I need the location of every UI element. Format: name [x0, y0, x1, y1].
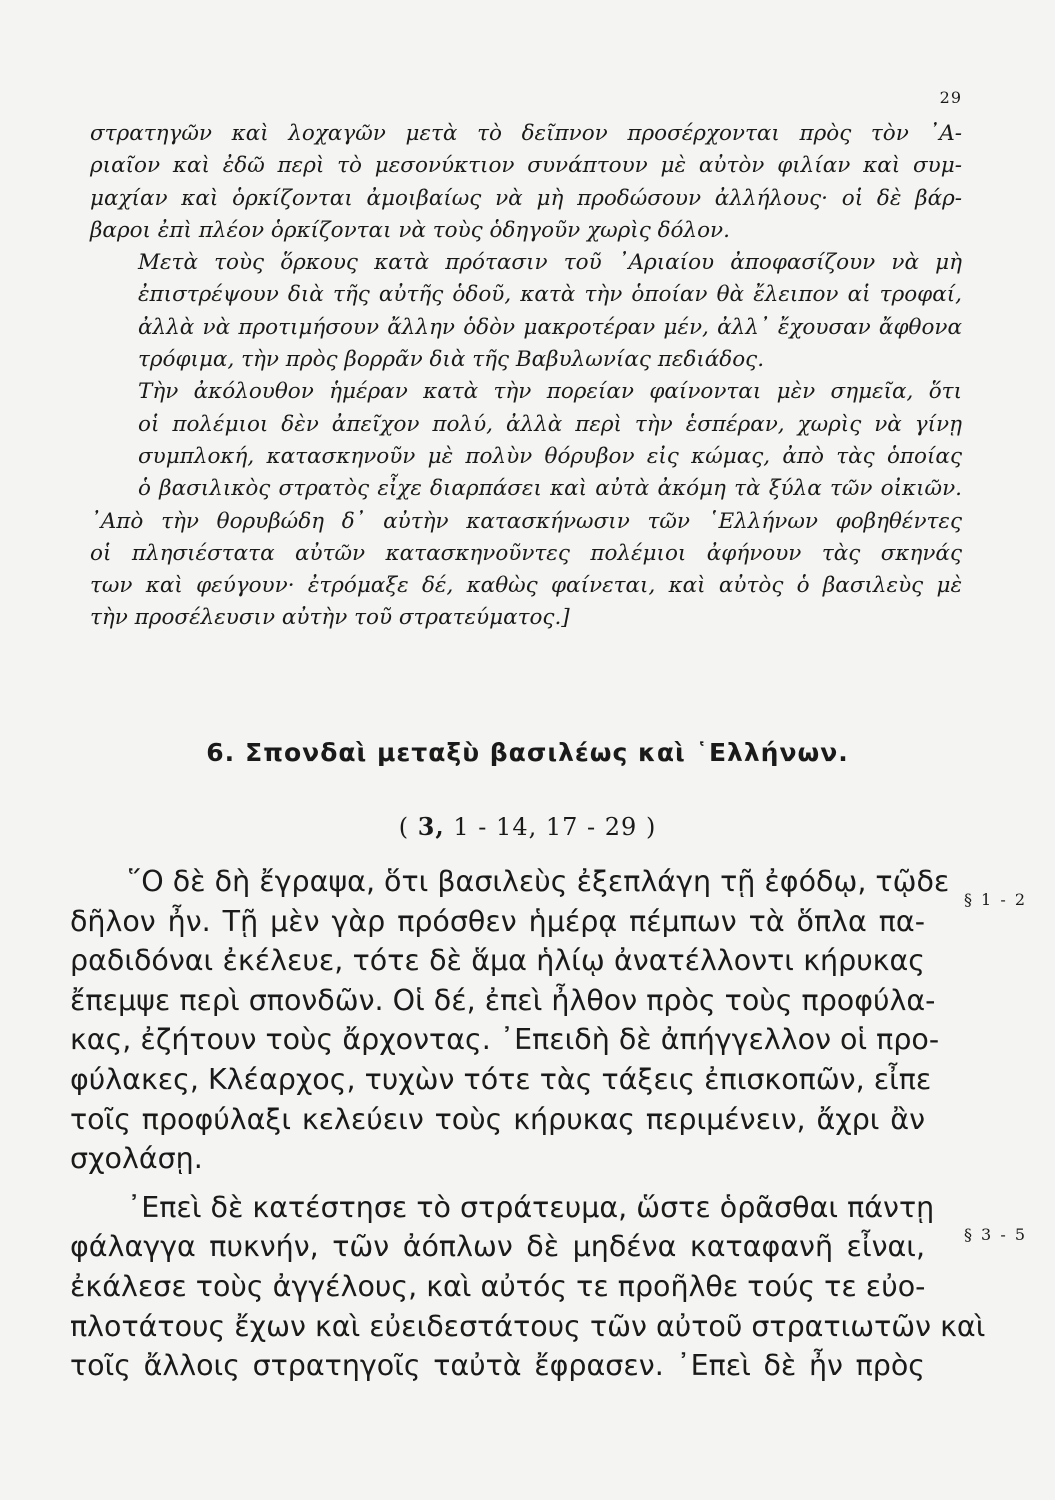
ref-book: 3, — [417, 812, 445, 841]
ref-ranges: 1 - 14, 17 - 29 — [453, 813, 638, 841]
text-line: στρατηγῶν καὶ λοχαγῶν μετὰ τὸ δεῖπνον προσέρχονται πρὸς τὸν ᾿Α- — [90, 121, 962, 146]
text-line: ραδιδόναι ἐκέλευε, τότε δὲ ἅμα ἡλίῳ ἀνατέλλοντι κήρυκας — [70, 944, 925, 978]
text-line: βαροι ἐπὶ πλέον ὁρκίζονται νὰ τοὺς ὁδηγοῦν χωρὶς δόλον. — [90, 217, 730, 243]
text-line: Τὴν ἀκόλουθον ἡμέραν κατὰ τὴν πορείαν φαίνονται μὲν σημεῖα, ὅτι — [138, 379, 962, 405]
text-line: ριαῖον καὶ ἐδῶ περὶ τὸ μεσονύκτιον συνάπτουν μὲ αὐτὸν φιλίαν καὶ συμ- — [90, 153, 962, 179]
greek-paragraph — [70, 862, 950, 1179]
text-line: δῆλον ἦν. Τῇ μὲν γὰρ πρόσθεν ἡμέρᾳ πέμπων τὰ ὅπλα πα- — [70, 904, 925, 938]
ref-open: ( — [398, 813, 410, 841]
text-line: συμπλοκή, κατασκηνοῦν μὲ πολὺν θόρυβον εἰς κώμας, ἀπὸ τὰς ὁποίας — [138, 443, 962, 469]
text-line: τοῖς προφύλαξι κελεύειν τοὺς κήρυκας περιμένειν, ἄχρι ἂν — [70, 1102, 925, 1136]
greek-source-text — [70, 862, 986, 1386]
text-line: οἱ πλησιέστατα αὐτῶν κατασκηνοῦντες πολέμιοι ἀφήνουν τὰς σκηνάς — [90, 540, 962, 566]
text-line: ὁ βασιλικὸς στρατὸς εἶχε διαρπάσει καὶ αὐτὰ ἀκόμη τὰ ξύλα τῶν οἰκιῶν. — [138, 476, 962, 502]
text-line: ἐπιστρέψουν διὰ τῆς αὐτῆς ὁδοῦ, κατὰ τὴν ὁποίαν θὰ ἔλειπον αἱ τροφαί, — [138, 282, 962, 308]
section-heading — [0, 738, 1055, 767]
margin-reference: § 3 - 5 — [963, 1225, 1027, 1244]
text-line: τοῖς ἄλλοις στρατηγοῖς ταὐτὰ ἔφρασεν. ᾿Επεὶ δὲ ἦν πρὸς — [70, 1349, 925, 1383]
margin-reference: § 1 - 2 — [963, 890, 1027, 909]
ref-close: ) — [645, 813, 657, 841]
text-line: των καὶ φεύγουν· ἐτρόμαξε δέ, καθὼς φαίνεται, καὶ αὐτὸς ὁ βασιλεὺς μὲ — [90, 573, 962, 599]
greek-paragraph — [70, 1188, 986, 1386]
text-line: κας, ἐζήτουν τοὺς ἄρχοντας. ᾿Επειδὴ δὲ ἀπήγγελλον οἱ προ- — [70, 1023, 940, 1057]
text-line: οἱ πολέμιοι δὲν ἀπεῖχον πολύ, ἀλλὰ περὶ τὴν ἑσπέραν, χωρὶς νὰ γίνῃ — [138, 411, 962, 437]
section-reference — [0, 812, 1055, 841]
commentary-paragraph — [90, 118, 962, 247]
text-line: ᾿Επεὶ δὲ κατέστησε τὸ στράτευμα, ὥστε ὁρᾶσθαι πάντῃ — [127, 1190, 935, 1224]
text-line: μαχίαν καὶ ὁρκίζονται ἀμοιβαίως νὰ μὴ προδώσουν ἀλλήλους· οἱ δὲ βάρ- — [90, 185, 962, 211]
text-line: ῞Ο δὲ δὴ ἔγραψα, ὅτι βασιλεὺς ἐξεπλάγη τῇ ἐφόδῳ, τῷδε — [127, 865, 950, 898]
page-number: 29 — [939, 88, 962, 107]
text-line: Μετὰ τοὺς ὅρκους κατὰ πρότασιν τοῦ ᾿Αριαίου ἀποφασίζουν νὰ μὴ — [138, 250, 962, 276]
section-number: 6. — [206, 738, 236, 767]
commentary-paragraph — [90, 247, 962, 376]
text-line: σχολάσῃ. — [70, 1142, 203, 1176]
text-line: ᾿Απὸ τὴν θορυβώδη δ᾿ αὐτὴν κατασκήνωσιν τῶν ῾Ελλήνων φοβηθέντες — [90, 508, 962, 534]
text-line: τρόφιμα, τὴν πρὸς βορρᾶν διὰ τῆς Βαβυλωνίας πεδιάδος. — [138, 347, 765, 373]
text-line: πλοτάτους ἔχων καὶ εὐειδεστάτους τῶν αὐτοῦ στρατιωτῶν καὶ — [70, 1309, 986, 1343]
text-line: ἔπεμψε περὶ σπονδῶν. Οἱ δέ, ἐπεὶ ἦλθον πρὸς τοὺς προφύλα- — [70, 983, 936, 1017]
text-line: ἐκάλεσε τοὺς ἀγγέλους, καὶ αὐτός τε προῆλθε τούς τε εὐο- — [70, 1269, 926, 1303]
text-line: φάλαγγα πυκνήν, τῶν ἀόπλων δὲ μηδένα καταφανῆ εἶναι, — [70, 1230, 925, 1264]
section-title: Σπονδαὶ μεταξὺ βασιλέως καὶ ῾Ελλήνων. — [245, 738, 849, 767]
text-line: φύλακες, Κλέαρχος, τυχὼν τότε τὰς τάξεις ἐπισκοπῶν, εἶπε — [70, 1062, 932, 1096]
text-line: ἀλλὰ νὰ προτιμήσουν ἄλλην ὁδὸν μακροτέραν μέν, ἀλλ᾿ ἔχουσαν ἄφθονα — [138, 314, 962, 340]
text-line: τὴν προσέλευσιν αὐτὴν τοῦ στρατεύματος.] — [90, 605, 570, 631]
commentary-text — [90, 118, 962, 635]
commentary-paragraph — [90, 506, 962, 635]
commentary-paragraph — [90, 376, 962, 505]
